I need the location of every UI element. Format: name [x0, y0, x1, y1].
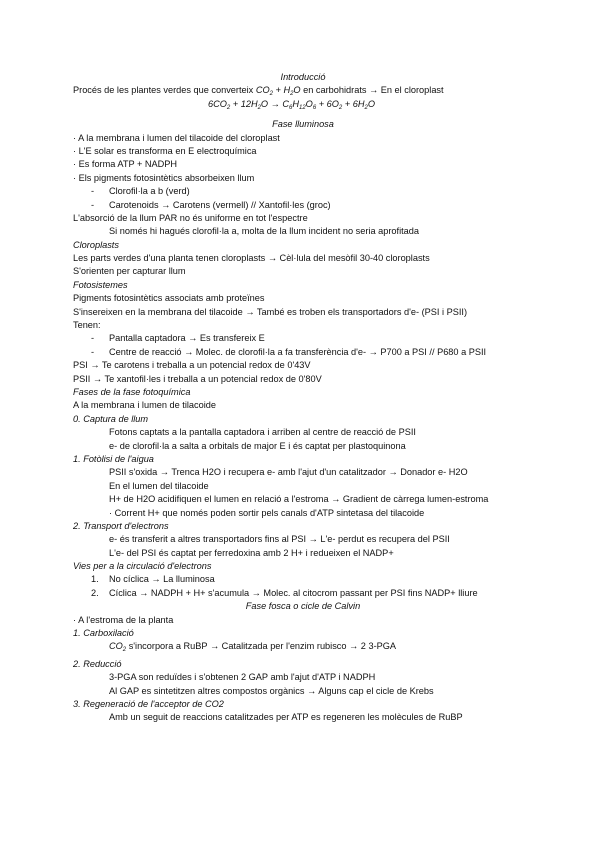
subheading-vies: Vies per a la circulació d'electrons	[73, 561, 212, 572]
dash-bullet: -	[91, 199, 95, 210]
numbered-item: 2. Cíclica → NADPH + H+ s'acumula → Molec. al citocrom passant per PSI fins NADP+ lliure	[91, 587, 478, 598]
paragraph: En el lumen del tilacoide	[109, 480, 209, 491]
document-content	[73, 71, 533, 725]
dash-bullet: -	[91, 346, 95, 357]
sub-list-item: - Carotenoids → Carotens (vermell) // Xantofil·les (groc)	[73, 199, 533, 212]
paragraph: S'orienten per capturar llum	[73, 266, 186, 277]
co2-formula: $CO_2$	[109, 641, 127, 654]
sub-list-item: - Centre de reacció → Molec. de clorofil·la a fa transferència d'e- → P700 a PSI // P680 a PSII	[73, 346, 533, 359]
paragraph: Si només hi hagués clorofil·la a, molta de la llum incident no seria aprofitada	[109, 226, 419, 237]
list-item: · Els pigments fotosintètics absorbeixen llum	[73, 172, 255, 183]
subheading-transport: 2. Transport d'electrons	[73, 520, 169, 531]
paragraph: L'e- del PSI és captat per ferredoxina amb 2 H+ i redueixen el NADP+	[109, 547, 394, 558]
paragraph: L'absorció de la llum PAR no és uniforme en tot l'espectre	[73, 212, 308, 223]
paragraph: Fotons captats a la pantalla captadora i arriben al centre de reacció de PSII	[109, 427, 416, 438]
paragraph: H+ de H2O acidifiquen el lumen en relació a l'estroma → Gradient de càrrega lumen-estroma	[109, 494, 489, 505]
dash-bullet: -	[91, 333, 95, 344]
sub-list-item: - Clorofil·la a b (verd)	[73, 185, 533, 198]
intro-line	[73, 84, 533, 97]
subheading-regeneracio: 3. Regeneració de l'acceptor de CO2	[73, 698, 224, 709]
numbered-item: 1. No cíclica → La lluminosa	[91, 574, 215, 585]
list-item: · A la membrana i lumen del tilacoide del cloroplast	[73, 132, 280, 143]
paragraph: PSII → Te xantofil·les i treballa a un potencial redox de 0'80V	[73, 373, 322, 384]
paragraph: 3-PGA son reduïdes i s'obtenen 2 GAP amb l'ajut d'ATP i NADPH	[109, 672, 376, 683]
paragraph: A la membrana i lumen de tilacoide	[73, 400, 216, 411]
paragraph: S'insereixen en la membrana del tilacoide → També es troben els transportadors d'e- (PSI i PSII)	[73, 306, 467, 317]
paragraph: Amb un seguit de reaccions catalitzades per ATP es regeneren les molècules de RuBP	[109, 712, 463, 723]
list-item: · Es forma ATP + NADPH	[73, 159, 178, 170]
intro-text-b: en carbohidrats → En el cloroplast	[303, 85, 444, 96]
section-title-introduccio: Introducció	[280, 72, 326, 82]
paragraph: e- de clorofil·la a salta a orbitals de major E i és captat per plastoquinona	[109, 440, 406, 451]
paragraph: Pigments fotosintètics associats amb proteïnes	[73, 293, 265, 304]
subheading-reduccio: 2. Reducció	[73, 658, 122, 669]
paragraph: PSII s'oxida → Trenca H2O i recupera e- amb l'ajut d'un catalitzador → Donador e- H2O	[109, 467, 468, 478]
subheading-fotolisi: 1. Fotòlisi de l'aigua	[73, 453, 154, 464]
list-item: · A l'estroma de la planta	[73, 614, 174, 625]
subheading-captura: 0. Captura de llum	[73, 413, 149, 424]
paragraph: Tenen:	[73, 320, 101, 331]
intro-text-a: Procés de les plantes verdes que converteix	[73, 85, 254, 96]
section-title-fase-lluminosa: Fase lluminosa	[272, 119, 334, 130]
paragraph: PSI → Te carotens i treballa a un potencial redox de 0'43V	[73, 360, 311, 371]
paragraph: · Corrent H+ que només poden sortir pels canals d'ATP sintetasa del tilacoide	[109, 507, 425, 518]
subheading-carboxilacio: 1. Carboxilació	[73, 628, 134, 639]
subheading-fotosistemes: Fotosistemes	[73, 279, 128, 290]
dash-bullet: -	[91, 186, 95, 197]
subheading-cloroplasts: Cloroplasts	[73, 239, 119, 250]
subheading-fases: Fases de la fase fotoquímica	[73, 386, 191, 397]
section-title-fase-fosca: Fase fosca o cicle de Calvin	[245, 601, 361, 612]
intro-inline-formula: $CO_2 + H_2O$	[255, 85, 301, 98]
paragraph: Les parts verdes d'una planta tenen cloroplasts → Cèl·lula del mesòfil 30-40 cloroplasts	[73, 253, 430, 264]
photosynthesis-equation: $6CO_2 + 12H_2O \to C_6H_{12}O_6 + 6O_2 + 6H_2O$	[208, 98, 375, 111]
paragraph: e- és transferit a altres transportadors fins al PSI → L'e- perdut es recupera del PSII	[109, 534, 450, 545]
list-item: · L'E solar es transforma en E electroquímica	[73, 145, 257, 156]
sub-list-item: - Pantalla captadora → Es transfereix E	[73, 332, 533, 345]
paragraph: Al GAP es sintetitzen altres compostos orgànics → Alguns cap el cicle de Krebs	[109, 685, 434, 696]
paragraph: $CO_2$ s'incorpora a RuBP → Catalitzada per l'enzim rubisco → 2 3-PGA	[109, 641, 397, 654]
